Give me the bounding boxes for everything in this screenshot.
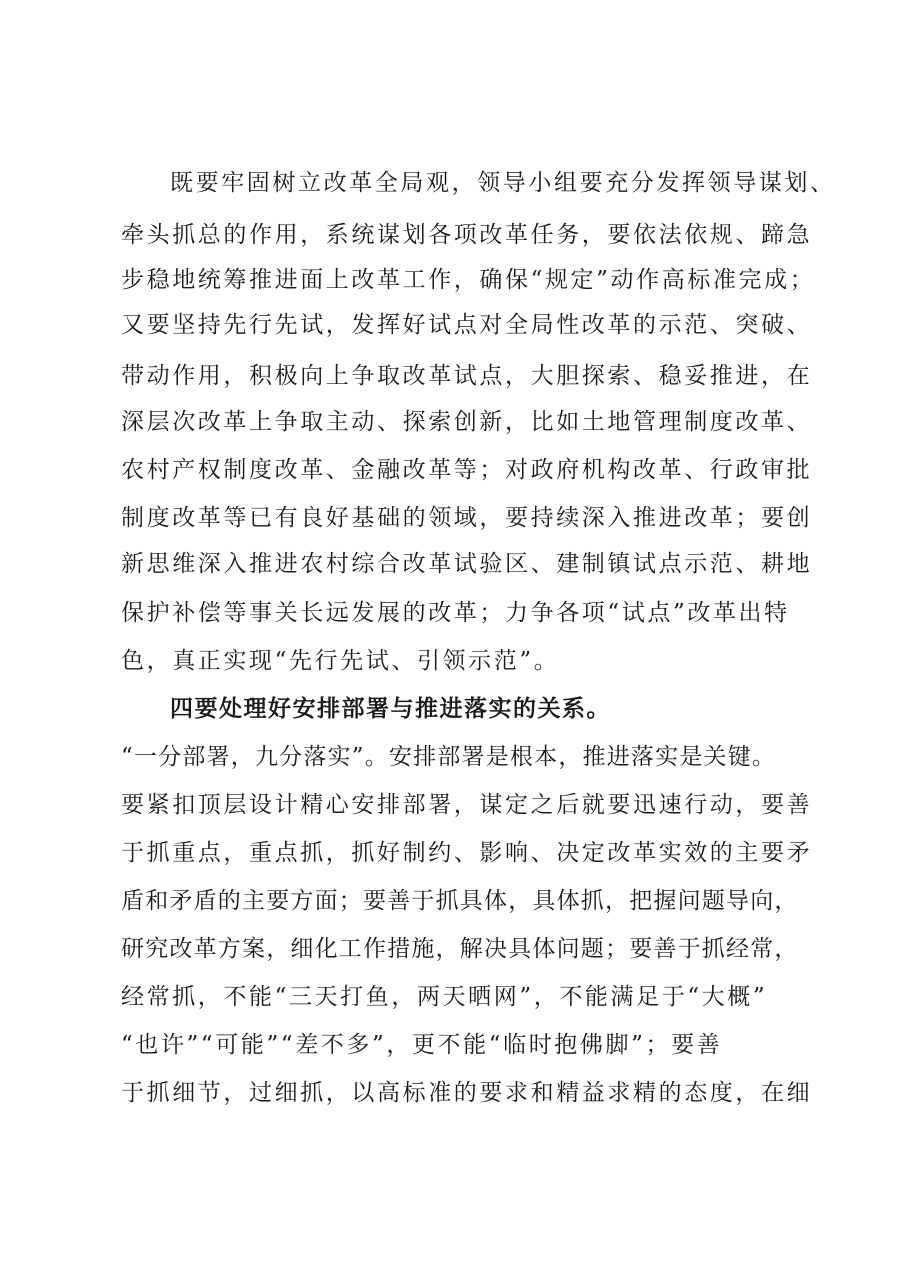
paragraph-line: 又要坚持先行先试，发挥好试点对全局性改革的示范、突破、 xyxy=(121,312,813,338)
paragraph-line: 要紧扣顶层设计精心安排部署，谋定之后就要迅速行动，要善 xyxy=(121,792,813,818)
paragraph-line: 牵头抓总的作用，系统谋划各项改革任务，要依法依规、蹄急 xyxy=(121,222,813,248)
paragraph-line: 带动作用，积极向上争取改革试点，大胆探索、稳妥推进，在 xyxy=(121,363,813,389)
paragraph-line: 新思维深入推进农村综合改革试验区、建制镇试点示范、耕地 xyxy=(121,551,813,577)
paragraph-line: 既要牢固树立改革全局观，领导小组要充分发挥领导谋划、 xyxy=(170,170,836,196)
paragraph-line: 农村产权制度改革、金融改革等；对政府机构改革、行政审批 xyxy=(121,457,813,483)
section-heading: 四要处理好安排部署与推进落实的关系。 xyxy=(170,695,611,722)
paragraph-line: 色，真正实现“先行先试、引领示范”。 xyxy=(121,648,560,674)
paragraph-line: 步稳地统筹推进面上改革工作，确保“规定”动作高标准完成； xyxy=(121,267,816,293)
paragraph-line: 深层次改革上争取主动、探索创新，比如土地管理制度改革、 xyxy=(121,409,813,435)
paragraph-line: 制度改革等已有良好基础的领域，要持续深入推进改革；要创 xyxy=(121,505,813,531)
paragraph-line: 研究改革方案，细化工作措施，解决具体问题；要善于抓经常， xyxy=(121,936,799,962)
paragraph-line: 盾和矛盾的主要方面；要善于抓具体，具体抓，把握问题导向， xyxy=(121,888,799,914)
paragraph-line: 经常抓，不能“三天打鱼，两天晒网”，不能满足于“大概” xyxy=(121,984,768,1010)
paragraph-line: “也许”“可能”“差不多”，更不能“临时抱佛脚”；要善 xyxy=(121,1032,723,1058)
paragraph-line: 保护补偿等事关长远发展的改革；力争各项“试点”改革出特 xyxy=(121,600,790,626)
paragraph-line: 于抓细节，过细抓，以高标准的要求和精益求精的态度，在细 xyxy=(121,1080,813,1106)
paragraph-line: 于抓重点，重点抓，抓好制约、影响、决定改革实效的主要矛 xyxy=(121,840,813,866)
paragraph-line: “一分部署，九分落实”。安排部署是根本，推进落实是关键。 xyxy=(121,744,777,770)
